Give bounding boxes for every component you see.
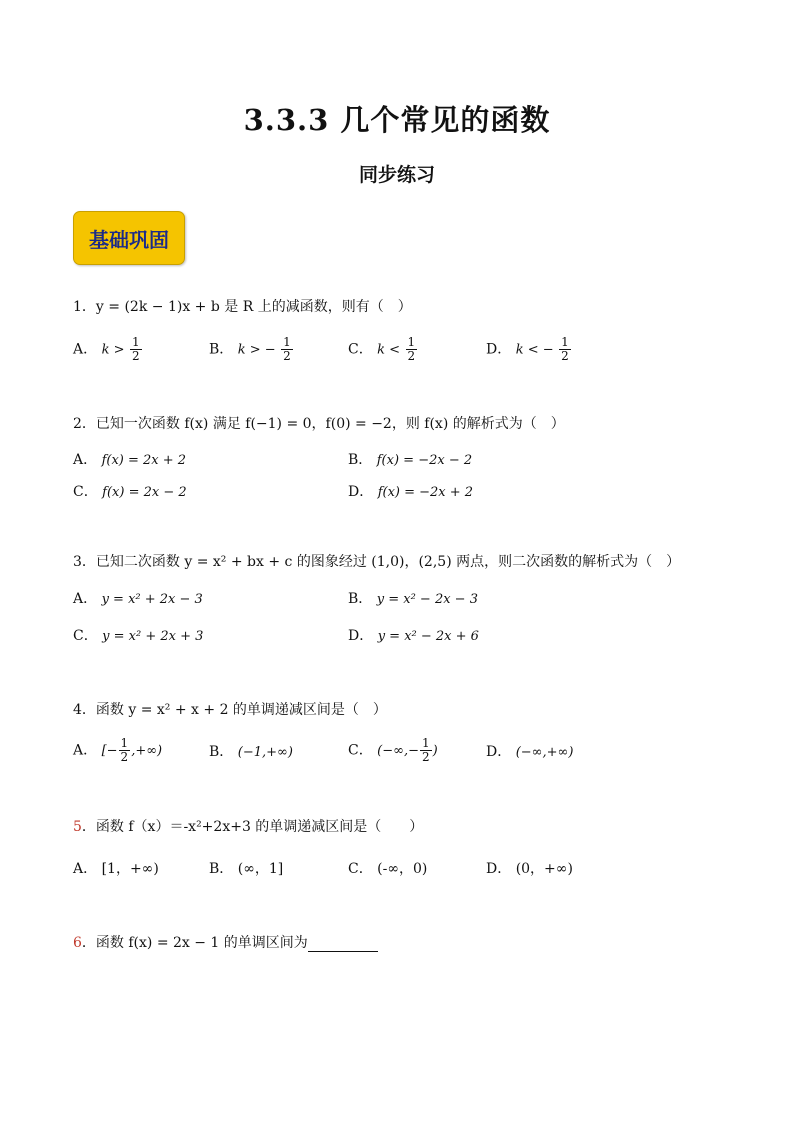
option-expr: k > −	[237, 342, 276, 358]
option-c	[348, 336, 418, 363]
option-letter: D．	[486, 744, 512, 760]
option-letter: C．	[348, 742, 373, 759]
fraction	[130, 336, 142, 363]
fraction	[420, 737, 432, 764]
option-expr: f(x) = 2x − 2	[102, 485, 187, 500]
question-number-suffix: ．	[81, 819, 96, 835]
option-letter: A．	[73, 341, 98, 358]
option-letter: A．	[73, 742, 98, 759]
option-expr-tail: ,+∞)	[131, 743, 163, 759]
question-stem: 已知一次函数 f(x) 满足 f(−1) = 0，f(0) = −2，则 f(x) 的解析式为（ ）	[95, 416, 565, 432]
fraction-numerator: 1	[283, 335, 291, 349]
fraction	[406, 336, 418, 363]
option-letter: A．	[73, 861, 98, 877]
page-subtitle: 同步练习	[358, 164, 435, 186]
option-b	[209, 858, 283, 878]
option-expr: k < −	[515, 342, 554, 358]
option-letter: D．	[348, 484, 374, 500]
question-number-suffix: ．	[81, 935, 96, 951]
fraction-numerator: 1	[561, 335, 569, 349]
option-a	[73, 858, 159, 878]
option-letter: B．	[348, 591, 373, 607]
option-expr: k <	[377, 342, 401, 358]
option-expr: (∞，1]	[237, 861, 284, 877]
fraction	[559, 336, 571, 363]
option-d	[348, 625, 479, 645]
page-title: 3.3.3 几个常见的函数	[243, 103, 551, 137]
option-letter: B．	[209, 861, 234, 877]
option-a	[73, 336, 143, 363]
question-5	[73, 816, 423, 836]
question-stem: y = (2k − 1)x + b 是 R 上的减函数，则有（ ）	[95, 299, 412, 315]
option-expr: y = x² − 2x − 3	[376, 592, 478, 607]
question-number: 1．	[73, 299, 96, 315]
option-letter: B．	[209, 744, 234, 760]
question-number: 2．	[73, 416, 96, 432]
option-b	[209, 741, 293, 761]
option-letter: B．	[209, 341, 234, 358]
option-c	[348, 737, 438, 764]
option-d	[486, 858, 573, 878]
option-c	[73, 481, 187, 501]
option-c	[348, 858, 427, 878]
fraction-denominator: 2	[561, 349, 569, 363]
option-expr: (−∞,−	[377, 743, 419, 759]
fraction-numerator: 1	[131, 335, 140, 349]
option-c	[73, 625, 203, 645]
fraction-denominator: 2	[120, 750, 129, 764]
option-letter: D．	[486, 341, 512, 358]
question-number: 4．	[73, 702, 96, 718]
question-stem: 已知二次函数 y = x² + bx + c 的图象经过 (1,0)，(2,5) 两点，则二次函数的解析式为（ ）	[95, 554, 681, 570]
question-number: 3．	[73, 554, 96, 570]
option-expr: [1，+∞)	[101, 861, 159, 877]
fraction-numerator: 1	[120, 736, 129, 750]
fraction	[281, 336, 293, 363]
option-expr: f(x) = −2x + 2	[377, 485, 474, 500]
question-4	[73, 699, 387, 719]
option-expr-tail: )	[432, 743, 438, 759]
section-badge-label: 基础巩固	[89, 227, 169, 252]
option-expr: [−	[101, 743, 118, 759]
question-number: 5	[73, 819, 82, 835]
option-expr: (−∞,+∞)	[515, 745, 574, 760]
option-b	[348, 588, 478, 608]
option-letter: C．	[348, 861, 373, 877]
option-letter: C．	[73, 628, 98, 644]
option-expr: y = x² − 2x + 6	[377, 629, 479, 644]
option-expr: (−1,+∞)	[237, 745, 293, 760]
question-stem: 函数 f(x) = 2x − 1 的单调区间为	[95, 935, 308, 951]
question-6	[73, 932, 378, 952]
answer-blank[interactable]	[308, 937, 378, 952]
option-b	[348, 449, 472, 469]
option-letter: C．	[348, 341, 373, 358]
option-letter: D．	[348, 628, 374, 644]
question-3	[73, 551, 680, 571]
fraction-denominator: 2	[283, 349, 291, 363]
question-1	[73, 296, 412, 316]
option-a	[73, 737, 162, 764]
option-letter: D．	[486, 861, 512, 877]
option-expr: y = x² + 2x + 3	[102, 629, 204, 644]
option-expr: (-∞，0)	[377, 861, 428, 877]
fraction-numerator: 1	[407, 335, 416, 349]
fraction-denominator: 2	[422, 750, 430, 764]
question-stem: 函数 f（x）＝-x²+2x+3 的单调递减区间是（ ）	[95, 819, 424, 835]
option-expr: f(x) = −2x − 2	[376, 453, 473, 468]
option-expr: k >	[101, 342, 125, 358]
question-2	[73, 413, 565, 433]
option-d	[348, 481, 473, 501]
option-letter: C．	[73, 484, 98, 500]
fraction	[119, 737, 131, 764]
fraction-numerator: 1	[422, 736, 430, 750]
question-number: 6	[73, 935, 82, 951]
question-stem: 函数 y = x² + x + 2 的单调递减区间是（ ）	[95, 702, 387, 718]
option-letter: A．	[73, 452, 98, 468]
option-letter: B．	[348, 452, 373, 468]
option-letter: A．	[73, 591, 98, 607]
option-b	[209, 336, 294, 363]
fraction-denominator: 2	[407, 349, 416, 363]
option-d	[486, 741, 573, 761]
option-expr: (0，+∞)	[515, 861, 573, 877]
option-expr: y = x² + 2x − 3	[101, 592, 203, 607]
option-d	[486, 336, 572, 363]
option-a	[73, 588, 203, 608]
option-a	[73, 449, 186, 469]
option-expr: f(x) = 2x + 2	[101, 453, 187, 468]
fraction-denominator: 2	[131, 349, 140, 363]
section-badge	[73, 211, 185, 265]
